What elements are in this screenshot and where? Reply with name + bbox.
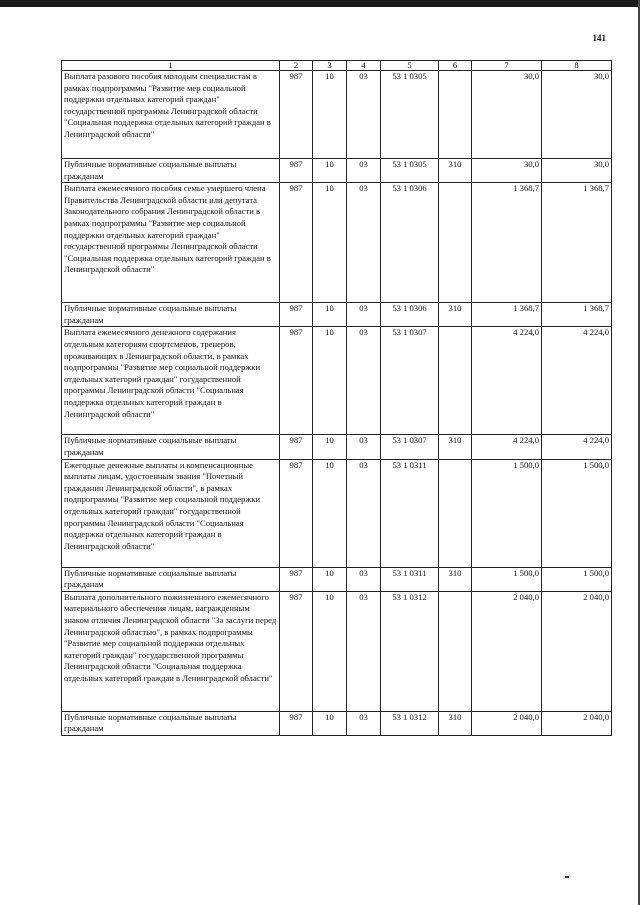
row-name: Публичные нормативные социальные выплаты гражданам (62, 159, 280, 183)
row-amount-col7: 30,0 (472, 159, 542, 183)
row-subsection: 03 (347, 183, 381, 303)
header-col-5: 5 (381, 61, 439, 71)
row-section: 10 (313, 435, 347, 459)
row-amount-col7: 30,0 (472, 71, 542, 159)
budget-table (61, 60, 612, 736)
row-section: 10 (313, 71, 347, 159)
row-subsection: 03 (347, 327, 381, 435)
row-name: Публичные нормативные социальные выплаты гражданам (62, 435, 280, 459)
header-row (62, 61, 612, 71)
row-expense-type: 310 (439, 303, 472, 327)
row-amount-col7: 1 500,0 (472, 459, 542, 567)
row-name: Публичные нормативные социальные выплаты гражданам (62, 711, 280, 735)
row-target-article: 53 1 0305 (381, 159, 439, 183)
row-ministry-code: 987 (280, 459, 313, 567)
row-expense-type: 310 (439, 159, 472, 183)
row-amount-col8: 30,0 (542, 71, 612, 159)
row-expense-type: 310 (439, 435, 472, 459)
row-subsection: 03 (347, 435, 381, 459)
row-amount-col8: 1 500,0 (542, 567, 612, 591)
row-ministry-code: 987 (280, 711, 313, 735)
header-col-4: 4 (347, 61, 381, 71)
table-row (62, 71, 612, 159)
row-ministry-code: 987 (280, 303, 313, 327)
row-amount-col7: 1 368,7 (472, 183, 542, 303)
table-row (62, 303, 612, 327)
row-expense-type (439, 183, 472, 303)
header-col-1: 1 (62, 61, 280, 71)
row-ministry-code: 987 (280, 435, 313, 459)
row-expense-type: 310 (439, 711, 472, 735)
row-subsection: 03 (347, 591, 381, 711)
row-section: 10 (313, 303, 347, 327)
header-col-2: 2 (280, 61, 313, 71)
page-number: 141 (592, 33, 606, 43)
row-amount-col7: 2 040,0 (472, 711, 542, 735)
row-amount-col7: 4 224,0 (472, 435, 542, 459)
table-row (62, 159, 612, 183)
row-section: 10 (313, 711, 347, 735)
table-row (62, 591, 612, 711)
header-col-6: 6 (439, 61, 472, 71)
row-subsection: 03 (347, 711, 381, 735)
row-amount-col8: 1 368,7 (542, 303, 612, 327)
row-target-article: 53 1 0306 (381, 303, 439, 327)
row-subsection: 03 (347, 567, 381, 591)
row-section: 10 (313, 183, 347, 303)
row-section: 10 (313, 567, 347, 591)
row-ministry-code: 987 (280, 327, 313, 435)
row-target-article: 53 1 0311 (381, 567, 439, 591)
row-subsection: 03 (347, 459, 381, 567)
row-subsection: 03 (347, 303, 381, 327)
scan-mark (565, 876, 569, 878)
table-row (62, 567, 612, 591)
row-target-article: 53 1 0312 (381, 591, 439, 711)
table-row (62, 435, 612, 459)
row-amount-col8: 30,0 (542, 159, 612, 183)
row-amount-col8: 4 224,0 (542, 435, 612, 459)
row-subsection: 03 (347, 159, 381, 183)
row-amount-col8: 4 224,0 (542, 327, 612, 435)
row-ministry-code: 987 (280, 591, 313, 711)
table-row (62, 327, 612, 435)
row-name: Выплата разового пособия молодым специалистам в рамках подпрограммы "Развитие мер социальной поддержки отдельных категорий граждан" государственной программы Ленинградской области "Социальная поддержка отдельных категорий граждан в Ленинградской области" (62, 71, 280, 159)
row-amount-col7: 4 224,0 (472, 327, 542, 435)
row-name: Выплата ежемесячного денежного содержания отдельным категориям спортсменов, тренеров, проживающих в Ленинградской области, в рамках подпрограммы "Развитие мер социальной поддержки отдельных категорий граждан" государственной программы Ленинградской области "Социальная поддержка отдельных категорий граждан в Ленинградской области" (62, 327, 280, 435)
row-amount-col8: 1 368,7 (542, 183, 612, 303)
row-expense-type (439, 71, 472, 159)
row-ministry-code: 987 (280, 567, 313, 591)
row-target-article: 53 1 0305 (381, 71, 439, 159)
row-amount-col7: 1 500,0 (472, 567, 542, 591)
row-expense-type (439, 327, 472, 435)
row-ministry-code: 987 (280, 159, 313, 183)
row-amount-col7: 1 368,7 (472, 303, 542, 327)
header-col-7: 7 (472, 61, 542, 71)
table-row (62, 183, 612, 303)
row-target-article: 53 1 0307 (381, 327, 439, 435)
row-target-article: 53 1 0307 (381, 435, 439, 459)
row-section: 10 (313, 327, 347, 435)
row-name: Выплата ежемесячного пособия семье умершего члена Правительства Ленинградской области или депутата Законодательного собрания Ленинградской области в рамках подпрограммы "Развитие мер социальной поддержки отдельных категорий граждан" государственной программы Ленинградской области "Социальная поддержка отдельных категорий граждан в Ленинградской области" (62, 183, 280, 303)
row-amount-col8: 1 500,0 (542, 459, 612, 567)
row-name: Публичные нормативные социальные выплаты гражданам (62, 303, 280, 327)
row-ministry-code: 987 (280, 71, 313, 159)
scan-edge-top (0, 0, 640, 7)
row-target-article: 53 1 0312 (381, 711, 439, 735)
row-section: 10 (313, 591, 347, 711)
row-amount-col8: 2 040,0 (542, 591, 612, 711)
row-name: Ежегодные денежные выплаты и компенсационные выплаты лицам, удостоенным звания "Почетный гражданин Ленинградской области", в рамках подпрограммы "Развитие мер социальной поддержки отдельных категорий граждан" государственной программы Ленинградской области "Социальная поддержка отдельных категорий граждан в Ленинградской области" (62, 459, 280, 567)
row-amount-col8: 2 040,0 (542, 711, 612, 735)
row-name: Публичные нормативные социальные выплаты гражданам (62, 567, 280, 591)
table-row (62, 459, 612, 567)
header-col-3: 3 (313, 61, 347, 71)
row-ministry-code: 987 (280, 183, 313, 303)
header-col-8: 8 (542, 61, 612, 71)
row-section: 10 (313, 459, 347, 567)
table-row (62, 711, 612, 735)
row-name: Выплата дополнительного пожизненного ежемесячного материального обеспечения лицам, награжденным знаком отличия Ленинградской области "За заслуги перед Ленинградской областью", в рамках подпрограммы "Развитие мер социальной поддержки отдельных категорий граждан" государственной программы Ленинградской области "Социальная поддержка отдельных категорий граждан в Ленинградской области" (62, 591, 280, 711)
row-section: 10 (313, 159, 347, 183)
row-expense-type: 310 (439, 567, 472, 591)
row-target-article: 53 1 0311 (381, 459, 439, 567)
row-subsection: 03 (347, 71, 381, 159)
row-amount-col7: 2 040,0 (472, 591, 542, 711)
row-expense-type (439, 459, 472, 567)
row-expense-type (439, 591, 472, 711)
row-target-article: 53 1 0306 (381, 183, 439, 303)
